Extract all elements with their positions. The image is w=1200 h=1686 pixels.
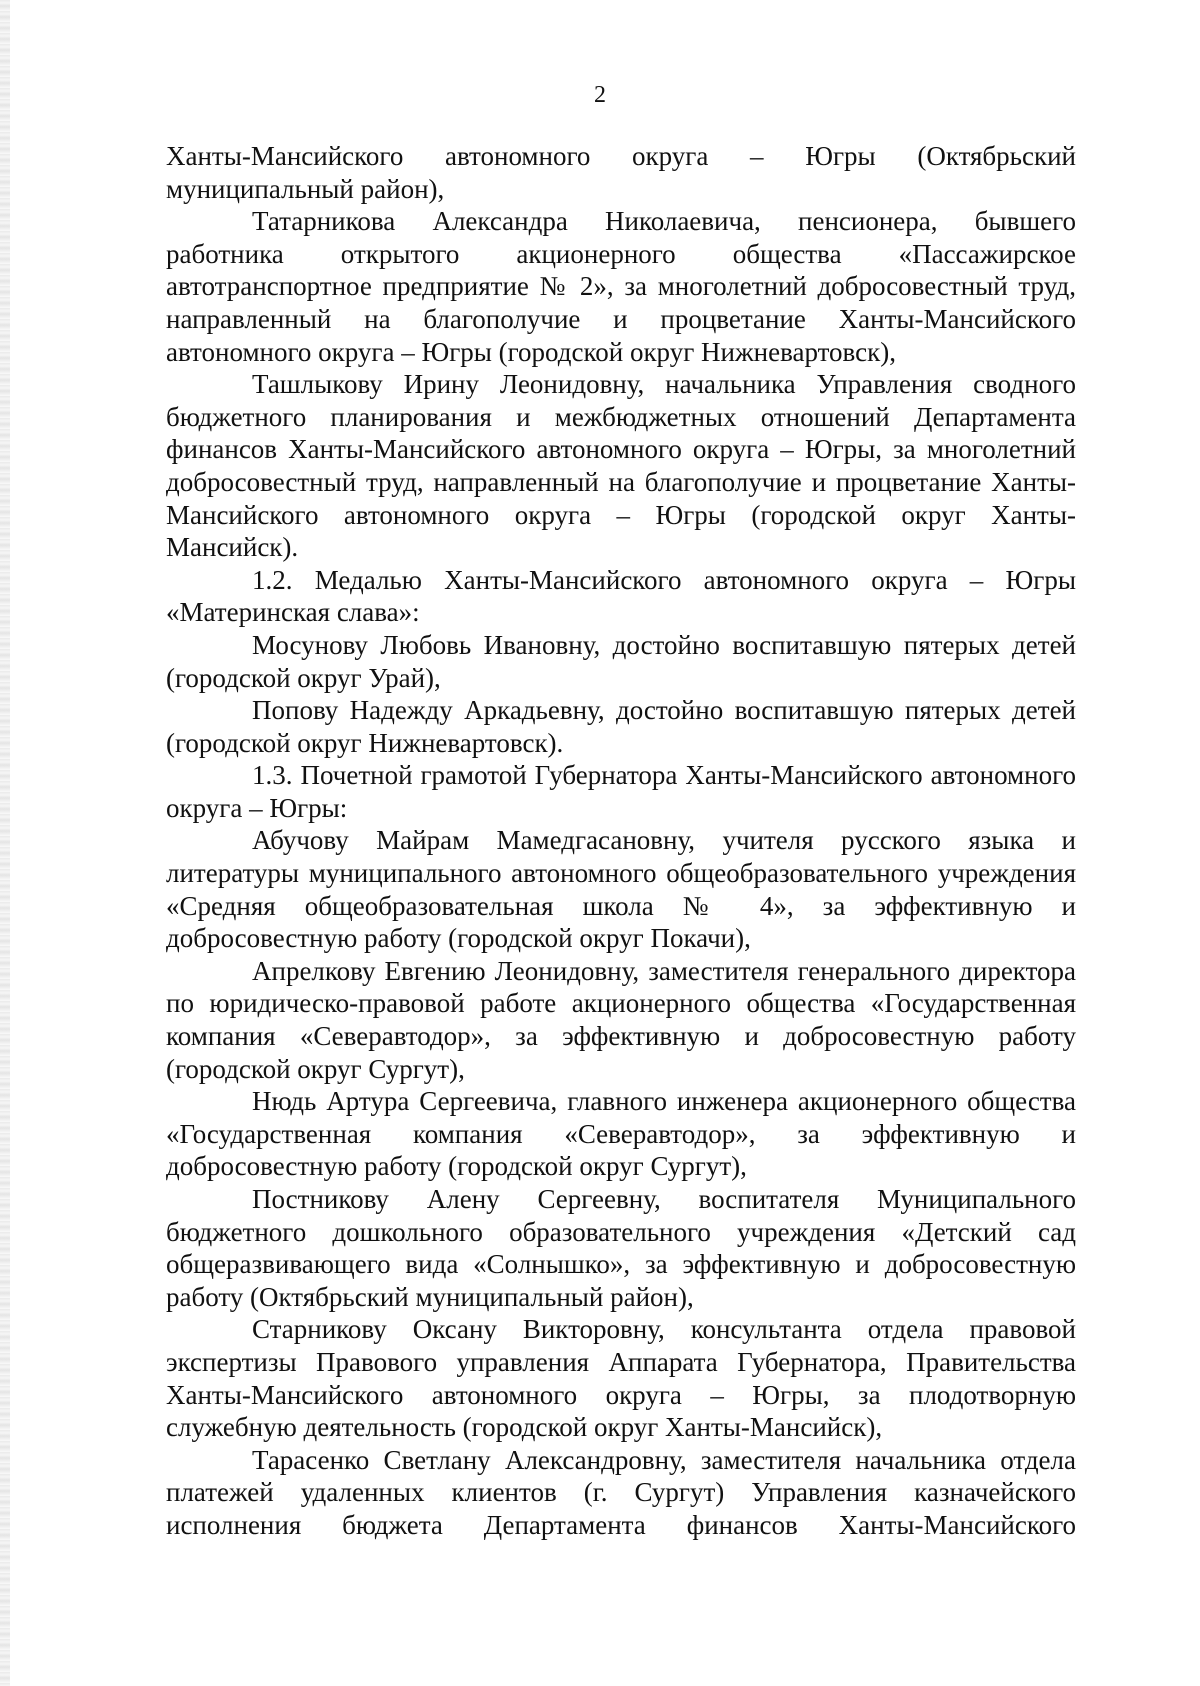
paragraph-continuation: Ханты-Мансийского автономного округа – Югры (Октябрьский муниципальный район), (166, 141, 1076, 204)
paragraph-mosunova: Мосунову Любовь Ивановну, достойно воспитавшую пятерых детей (городской округ Урай), (166, 629, 1076, 693)
document-body (166, 140, 1076, 1542)
paragraph-tatarnikov: Татарникова Александра Николаевича, пенсионера, бывшего работника открытого акционерного общества «Пассажирское автотранспортное предприятие № 2», за многолетний добросовестный труд, направленный на благополучие и процветание Ханты-Мансийского автономного округа – Югры (городской округ Нижневартовск), (166, 206, 1076, 367)
paragraph-section-1-3: 1.3. Почетной грамотой Губернатора Ханты-Мансийского автономного округа – Югры: (166, 760, 1076, 823)
paragraph-abuchova: Абучову Майрам Мамедгасановну, учителя русского языка и литературы муниципального автономного общеобразовательного учреждения «Средняя общеобразовательная школа № 4», за эффективную и добросовестную работу (городской округ Покачи), (166, 825, 1076, 954)
paragraph-tashlykova: Ташлыкову Ирину Леонидовну, начальника Управления сводного бюджетного планирования и межбюджетных отношений Департамента финансов Ханты-Мансийского автономного округа – Югры, за многолетний добросовестный труд, направленный на благополучие и процветание Ханты-Мансийского автономного округа – Югры (городской округ Ханты-Мансийск). (166, 369, 1076, 563)
paragraph-tarasenko: Тарасенко Светлану Александровну, заместителя начальника отдела платежей удаленных клиентов (г. Сургут) Управления казначейского исполнения бюджета Департамента финансов Ханты-Мансийского (166, 1444, 1076, 1540)
scan-edge-artifact (0, 0, 10, 1686)
paragraph-postnikova: Постникову Алену Сергеевну, воспитателя Муниципального бюджетного дошкольного образовательного учреждения «Детский сад общеразвивающего вида «Солнышко», за эффективную и добросовестную работу (Октябрьский муниципальный район), (166, 1184, 1076, 1312)
paragraph-section-1-2: 1.2. Медалью Ханты-Мансийского автономного округа – Югры «Материнская слава»: (166, 564, 1076, 628)
paragraph-popova: Попову Надежду Аркадьевну, достойно воспитавшую пятерых детей (городской округ Нижневартовск). (166, 695, 1076, 758)
page-number: 2 (594, 82, 606, 108)
paragraph-nyud: Нюдь Артура Сергеевича, главного инженера акционерного общества «Государственная компания «Северавтодор», за эффективную и добросовестную работу (городской округ Сургут), (166, 1086, 1076, 1182)
paragraph-starnikova: Старникову Оксану Викторовну, консультанта отдела правовой экспертизы Правового управления Аппарата Губернатора, Правительства Ханты-Мансийского автономного округа – Югры, за плодотворную служебную деятельность (городской округ Ханты-Мансийск), (166, 1314, 1076, 1443)
paragraph-aprelkova: Апрелкову Евгению Леонидовну, заместителя генерального директора по юридическо-правовой работе акционерного общества «Государственная компания «Северавтодор», за эффективную и добросовестную работу (городской округ Сургут), (166, 955, 1076, 1084)
